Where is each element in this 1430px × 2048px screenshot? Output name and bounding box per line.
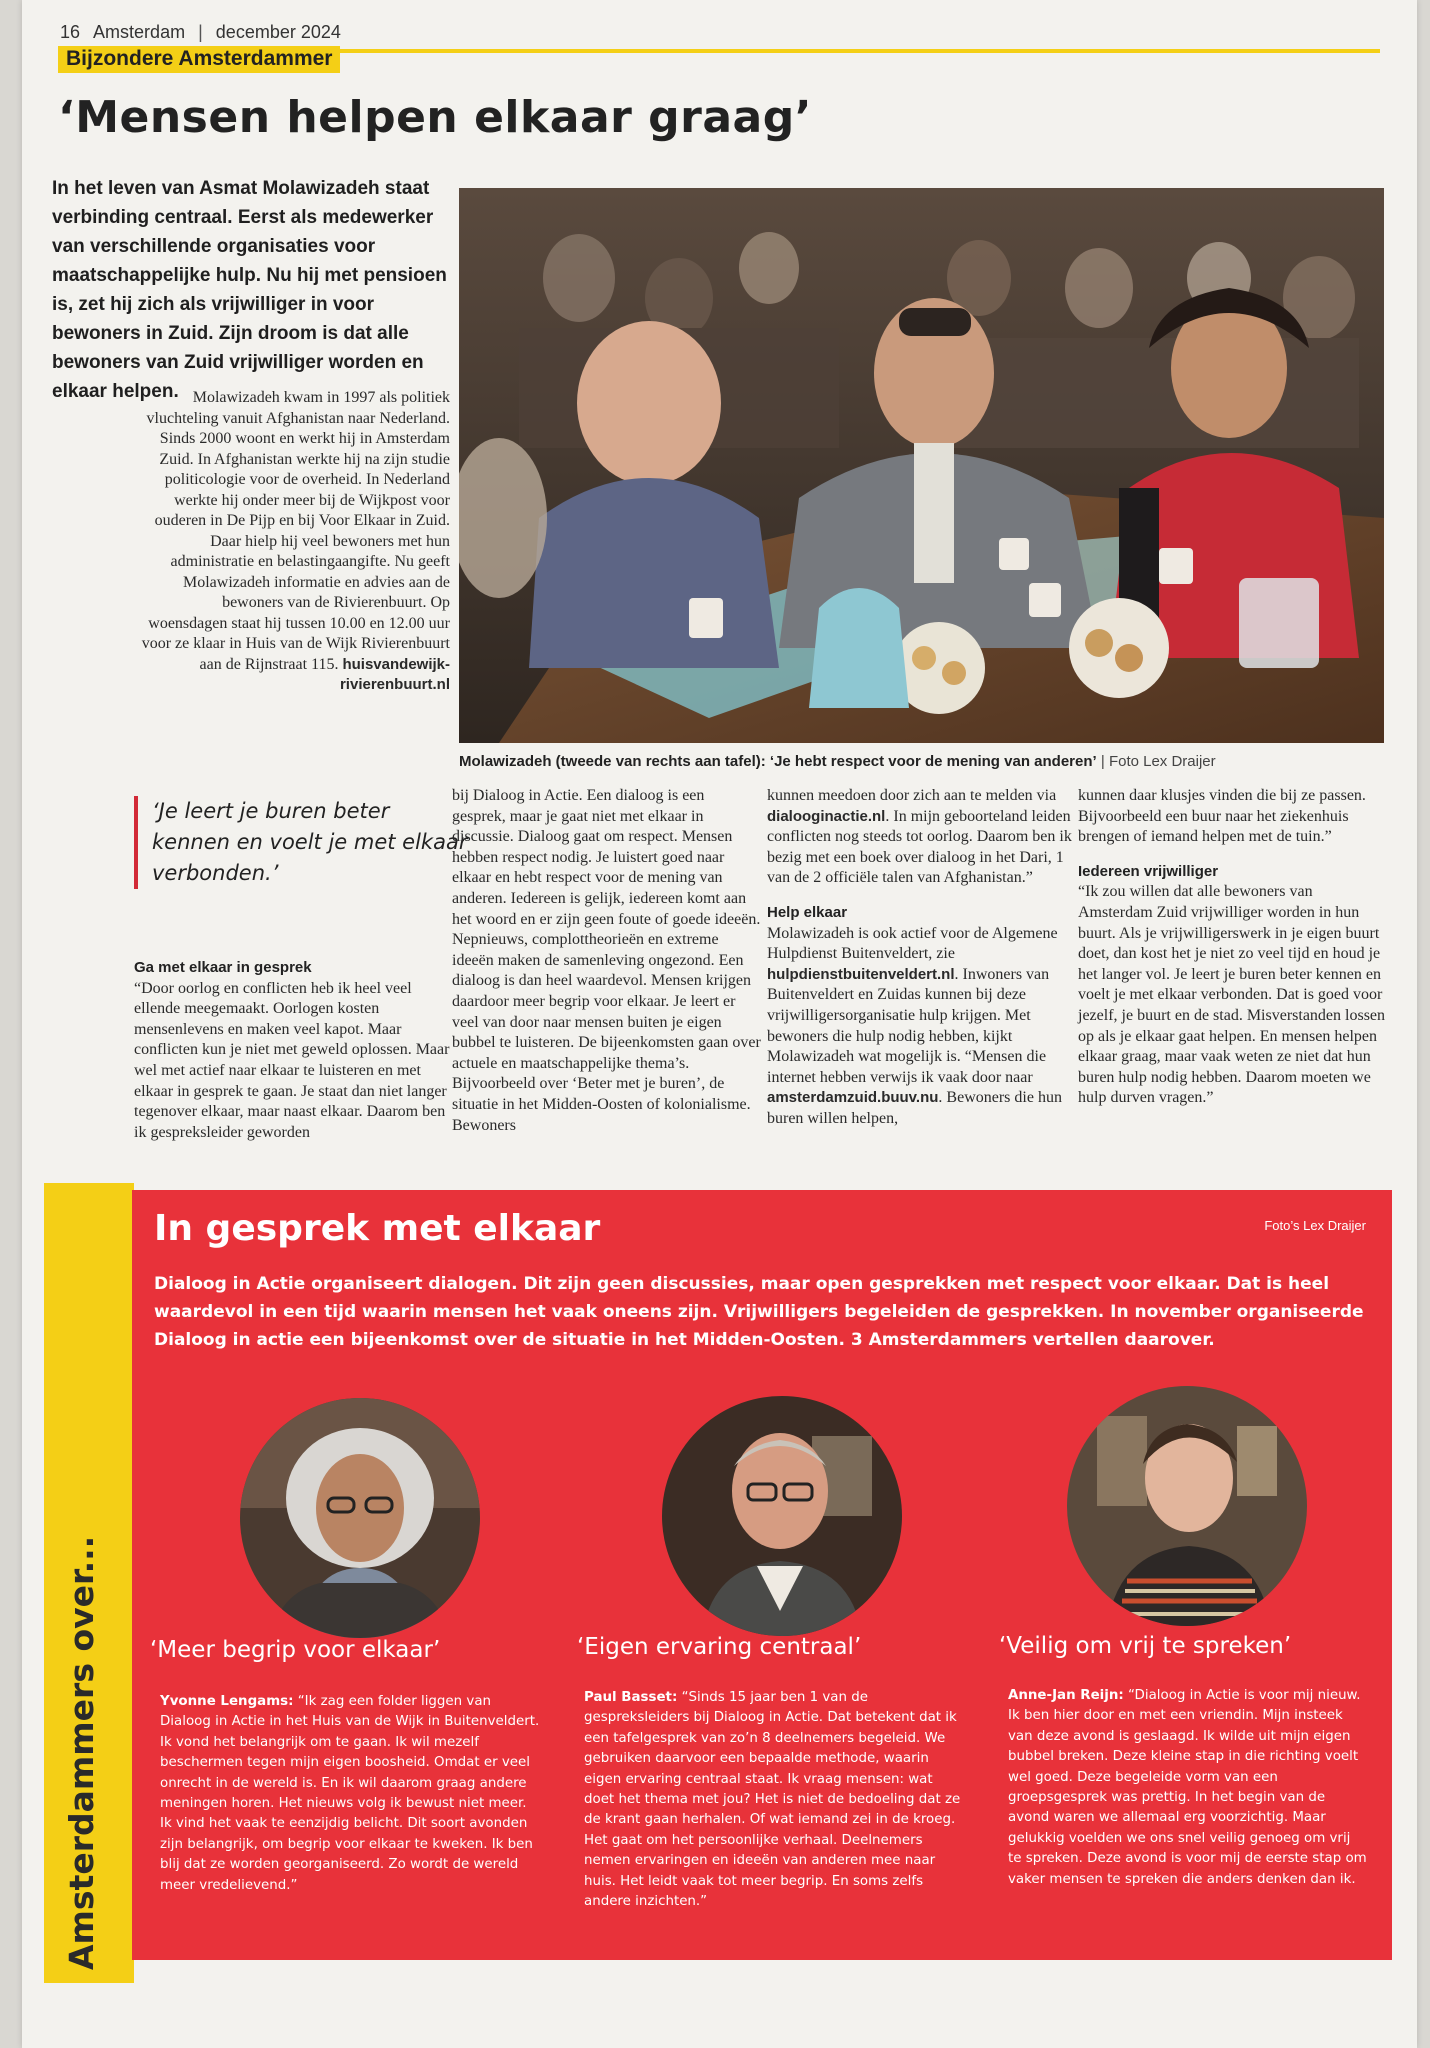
subhead-iedereen-vrijwilliger: Iedereen vrijwilliger: [1078, 862, 1219, 880]
card-text-1: [160, 1692, 540, 1896]
card-3-name: Anne-Jan Reijn:: [1008, 1688, 1124, 1703]
hulpdienst-link[interactable]: hulpdienstbuitenveldert.nl: [767, 965, 955, 983]
article-photo: [459, 188, 1384, 743]
card-1-name: Yvonne Lengams:: [160, 1694, 294, 1709]
caption-text: Molawizadeh (tweede van rechts aan tafel): ‘Je hebt respect voor de mening van anderen’: [459, 753, 1097, 770]
column-3-text-c: Molawizadeh is ook actief voor de Algemene Hulpdienst Buitenveldert, zie: [767, 924, 1058, 963]
feature-title: In gesprek met elkaar: [154, 1208, 601, 1249]
folio-separator: |: [198, 22, 203, 42]
column-4-text-b: “Ik zou willen dat alle bewoners van Amsterdam Zuid vrijwilliger worden in hun buurt. Als je vrijwilligerswerk in je eigen buurt doet, dan kost het je niet zo veel tijd en houd je het langer vol. Je leert je buren beter kennen en voelt je met elkaar verbonden. Dat is goed voor jezelf, je buurt en de stad. Misverstanden lossen op als je elkaar gaat helpen. En mensen helpen elkaar graag, maar vaak weten ze niet dat hun buren hulp nodig hebben. Daarom moeten we hulp durven vragen.”: [1078, 883, 1386, 1107]
newspaper-page: [22, 0, 1417, 2048]
article-column-2: [452, 786, 762, 1136]
article-headline: ‘Mensen helpen elkaar graag’: [58, 92, 812, 143]
page-folio: [60, 22, 341, 43]
photo-illustration: [459, 188, 1384, 743]
column-3-para-1: [767, 786, 1077, 889]
buuv-link[interactable]: amsterdamzuid.buuv.nu: [767, 1089, 939, 1107]
portrait-anne-jan: [1067, 1386, 1307, 1626]
feature-photo-credit: Foto’s Lex Draijer: [1264, 1218, 1366, 1233]
issue-date: december 2024: [215, 22, 341, 42]
section-name: Amsterdam: [93, 22, 186, 42]
column-3-para-2: [767, 924, 1077, 1130]
photo-caption: [459, 753, 1384, 770]
card-2-name: Paul Basset:: [584, 1690, 678, 1705]
article-body-intro: [140, 388, 450, 696]
column-2-text: bij Dialoog in Actie. Een dialoog is een gesprek, maar je gaat niet met elkaar in discussie. Dialoog gaat om respect. Mensen hebben respect nodig. Je luistert goed naar elkaar en hebt respect voor de mening van anderen. Iedereen is gelijk, iedereen komt aan het woord en er zijn geen foute of goede ideeën. Nepnieuws, complottheorieën en extreme ideeën maken de samenleving ongezond. Een dialoog is dan heel waardevol. Mensen krijgen daardoor meer begrip voor elkaar. Je leert er veel van door naar mensen buiten je eigen bubbel te luisteren. De bijeenkomsten gaan over actuele en maatschappelijke thema’s. Bijvoorbeeld over ‘Beter met je buren’, de situatie in het Midden-Oosten of kolonialisme. Bewoners: [452, 787, 761, 1134]
feature-box: [132, 1190, 1392, 1960]
column-3-text-d: . Inwoners van Buitenveldert en Zuidas kunnen bij deze vrijwilligersorganisatie hulp krijgen. Met bewoners die hulp nodig hebben, kijkt Molawizadeh wat mogelijk is. “Mensen die internet hebben verwijs ik vaak door naar: [767, 965, 1050, 1086]
column-1-text: “Door oorlog en conflicten heb ik heel veel ellende meegemaakt. Oorlogen kosten mensenlevens en maken veel kapot. Maar conflicten kun je niet met geweld oplossen. Maar wel met actief naar elkaar te luisteren en met elkaar in gesprek te gaan. Je staat dan niet langer tegenover elkaar, maar naast elkaar. Daarom ben ik gespreksleider geworden: [134, 979, 450, 1141]
column-3-text-a: kunnen meedoen door zich aan te melden via: [767, 787, 1057, 804]
page-number: 16: [60, 22, 81, 42]
card-2-quote: “Sinds 15 jaar ben 1 van de gespreksleiders bij Dialoog in Actie. Dat betekent dat ik een tafelgesprek van zo’n 8 deelnemers begeleid. We gebruiken daarvoor een bepaalde methode, waarin eigen ervaring centraal staat. Ik vraag mensen: wat doet het thema met jou? Het is niet de bedoeling dat ze de krant gaan herhalen. Of wat iemand zei in de kroeg. Het gaat om het persoonlijke verhaal. Deelnemers nemen ervaringen en ideeën van anderen mee naar huis. Het leidt vaak tot meer begrip. En soms zelfs andere inzichten.”: [584, 1690, 961, 1910]
card-title-1: ‘Meer begrip voor elkaar’: [150, 1637, 441, 1663]
article-column-4: [1078, 786, 1388, 1109]
article-column-3: [767, 786, 1077, 1130]
body-intro-link[interactable]: huisvandewijk-rivierenbuurt.nl: [339, 655, 450, 693]
portrait-yvonne: [240, 1398, 480, 1638]
portrait-anne-jan-image: [1067, 1386, 1307, 1626]
pull-quote: ‘Je leert je buren beter kennen en voelt je met elkaar verbonden.’: [134, 796, 472, 889]
body-intro-text: Molawizadeh kwam in 1997 als politiek vluchteling vanuit Afghanistan naar Nederland. Sinds 2000 woont en werkt hij in Amsterdam Zuid. In Afghanistan werkte hij na zijn studie politicologie voor de overheid. In Nederland werkte hij onder meer bij de Wijkpost voor ouderen in De Pijp en bij Voor Elkaar in Zuid. Daar hielp hij veel bewoners met hun administratie en belastingaangifte. Nu geeft Molawizadeh informatie en advies aan de bewoners van de Rivierenbuurt. Op woensdagen staat hij tussen 10.00 en 12.00 uur voor ze klaar in Huis van de Wijk Rivierenbuurt aan de Rijnstraat 115.: [141, 389, 450, 673]
card-text-3: [1008, 1686, 1368, 1890]
photo-credit: Foto Lex Draijer: [1108, 753, 1216, 770]
card-title-3: ‘Veilig om vrij te spreken’: [999, 1633, 1292, 1659]
card-1-quote: “Ik zag een folder liggen van Dialoog in Actie in het Huis van de Wijk in Buitenveldert. Ik vond het belangrijk om te gaan. Ik wil mezelf beschermen tegen mijn eigen boosheid. Omdat er veel onrecht in de wereld is. En ik wil daarom graag andere meningen horen. Het nieuws volg ik bewust niet meer. Ik vind het vaak te eenzijdig belicht. Dit soort avonden zijn belangrijk, om begrip voor elkaar te kweken. Ik ben blij dat ze worden georganiseerd. Zo wordt de wereld meer vredelievend.”: [160, 1694, 540, 1893]
article-column-1: [134, 958, 456, 1143]
card-text-2: [584, 1688, 964, 1912]
dialooginactie-link[interactable]: dialooginactie.nl: [767, 807, 886, 825]
portrait-paul-image: [662, 1396, 902, 1636]
column-3-text-b: . In mijn geboorteland leiden conflicten nog steeds tot oorlog. Daarom ben ik bezig met een boek over dialoog in het Dari, 1 van de 2 officiële talen van Afghanistan.”: [767, 807, 1072, 887]
feature-side-label: Amsterdammers over...: [62, 1535, 101, 1970]
subhead-in-gesprek: Ga met elkaar in gesprek: [134, 959, 312, 976]
caption-separator: |: [1100, 753, 1109, 770]
column-3-text-e: . Bewoners die hun buren willen helpen,: [767, 1089, 1062, 1127]
article-intro: In het leven van Asmat Molawizadeh staat verbinding centraal. Eerst als medewerker van verschillende organisaties voor maatschappelijke hulp. Nu hij met pensioen is, zet hij zich als vrijwilliger in voor bewoners in Zuid. Zijn droom is dat alle bewoners van Zuid vrijwilliger worden en elkaar helpen.: [52, 178, 447, 402]
feature-intro: Dialoog in Actie organiseert dialogen. Dit zijn geen discussies, maar open gesprekken met respect voor elkaar. Dat is heel waardevol in een tijd waarin mensen het vaak oneens zijn. Vrijwilligers begeleiden de gesprekken. In november organiseerde Dialoog in actie een bijeenkomst over de situatie in het Midden-Oosten. 3 Amsterdammers vertellen daarover.: [154, 1274, 1364, 1350]
rubric-label: Bijzondere Amsterdammer: [58, 46, 340, 73]
portrait-paul: [662, 1396, 902, 1636]
column-4-text-a: kunnen daar klusjes vinden die bij ze passen. Bijvoorbeeld een buur naar het ziekenhuis brengen of iemand helpen met de tuin.”: [1078, 787, 1366, 846]
subhead-help-elkaar: Help elkaar: [767, 903, 848, 921]
card-3-quote: “Dialoog in Actie is voor mij nieuw. Ik ben hier door en met een vriendin. Mijn insteek van deze avond is geslaagd. Ik wilde uit mijn eigen bubbel breken. Deze kleine stap in die richting voelt wel goed. Deze begeleide vorm van een groepsgesprek was prettig. In het begin van de avond waren we allemaal erg voorzichtig. Maar gelukkig voelden we ons snel veilig genoeg om vrij te spreken. Deze avond is voor mij de eerste stap om vaker mensen te spreken die anders denken dan ik.: [1008, 1688, 1367, 1887]
portrait-yvonne-image: [240, 1398, 480, 1638]
card-title-2: ‘Eigen ervaring centraal’: [577, 1634, 862, 1660]
